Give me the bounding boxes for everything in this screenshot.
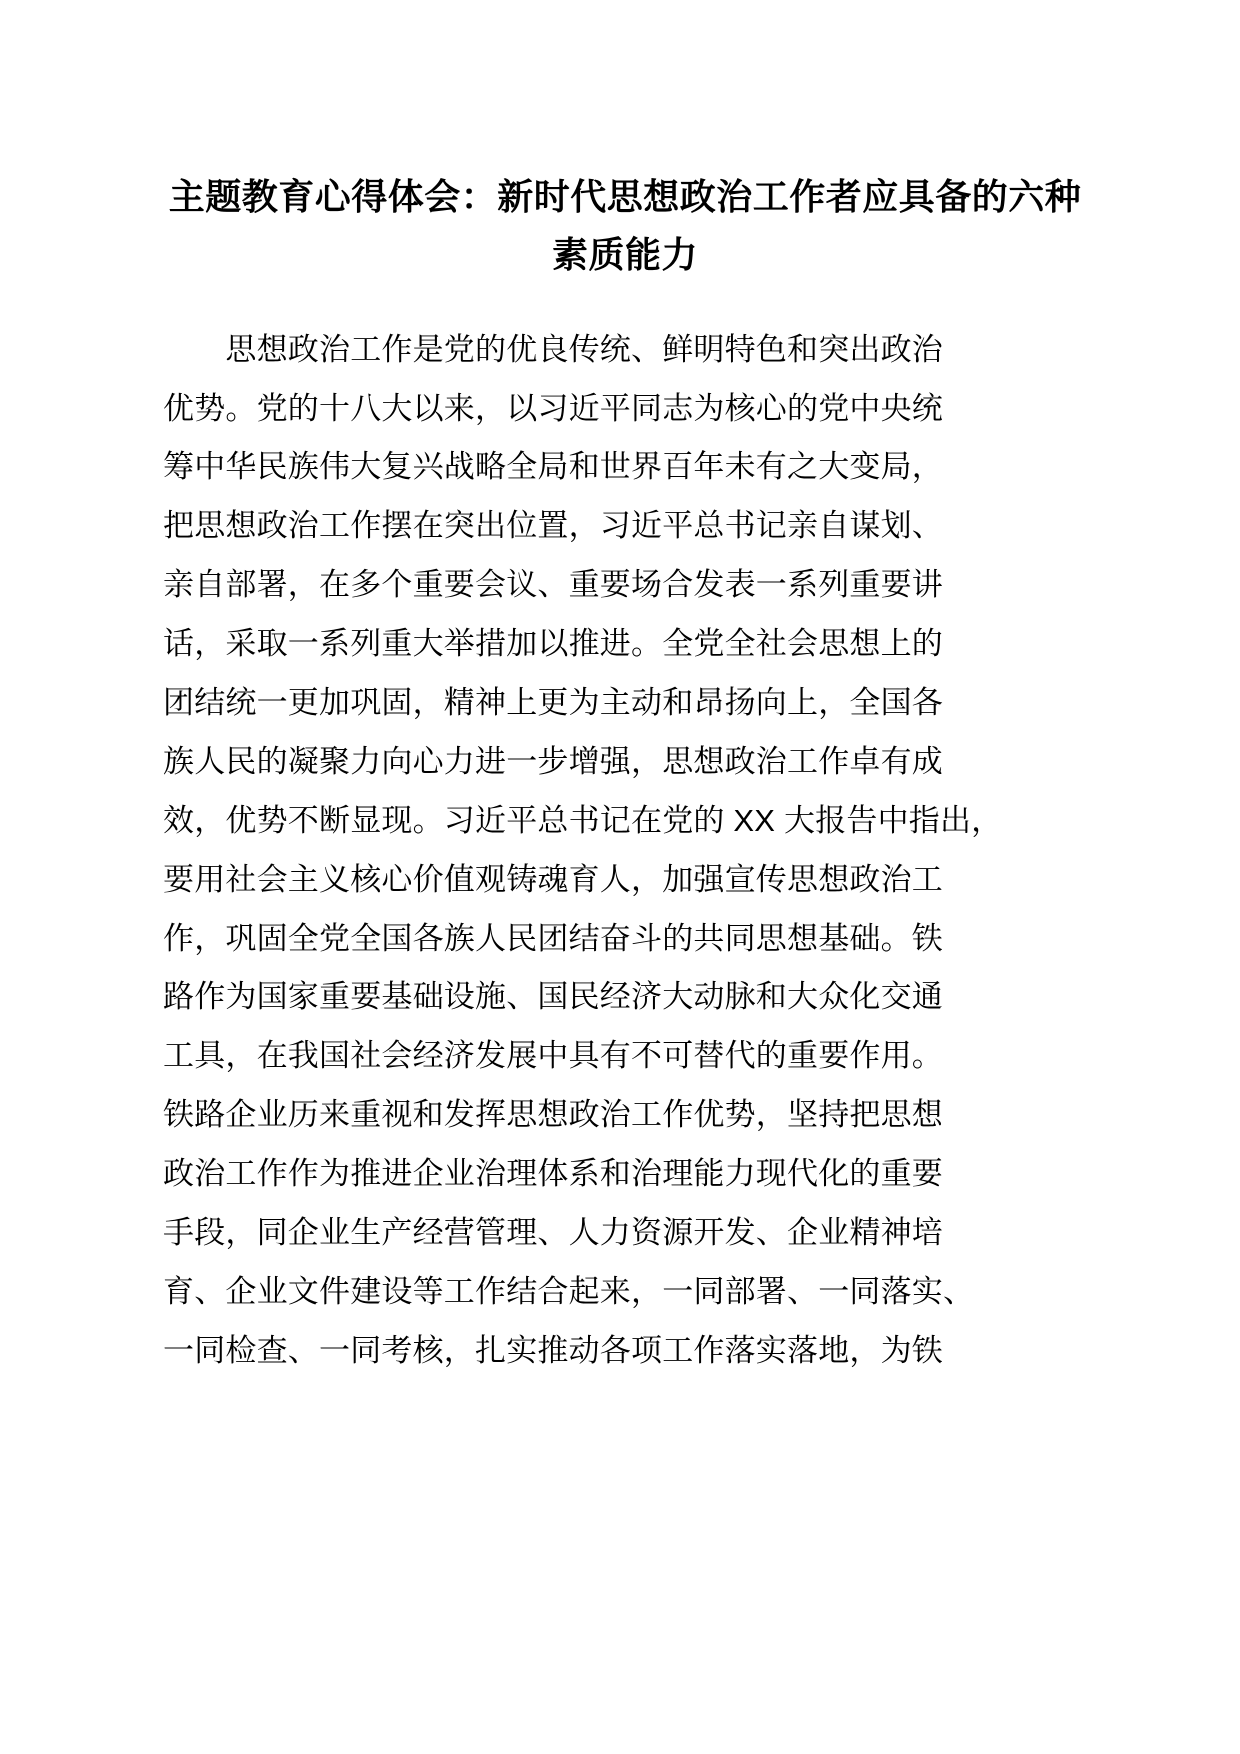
paragraph-line: 族人民的凝聚力向心力进一步增强，思想政治工作卓有成 [163, 743, 943, 779]
paragraph-line: 路作为国家重要基础设施、国民经济大动脉和大众化交通 [163, 979, 943, 1015]
paragraph-line: 亲自部署，在多个重要会议、重要场合发表一系列重要讲 [163, 567, 943, 603]
paragraph-line: 思想政治工作是党的优良传统、鲜明特色和突出政治 [163, 331, 943, 367]
paragraph-line: 作，巩固全党全国各族人民团结奋斗的共同思想基础。铁 [163, 920, 943, 956]
paragraph-line: 铁路企业历来重视和发挥思想政治工作优势，坚持把思想 [163, 1097, 943, 1133]
paragraph-line: 一同检查、一同考核，扎实推动各项工作落实落地，为铁 [163, 1332, 943, 1368]
paragraph-line: 筹中华民族伟大复兴战略全局和世界百年未有之大变局， [163, 449, 943, 485]
body-paragraph [163, 285, 1087, 1381]
paragraph-line: 把思想政治工作摆在突出位置，习近平总书记亲自谋划、 [163, 508, 943, 544]
paragraph-line: 效，优势不断显现。习近平总书记在党的 XX 大报告中指出， [163, 802, 1003, 838]
document-content-column [163, 0, 1087, 1381]
paragraph-line: 手段，同企业生产经营管理、人力资源开发、企业精神培 [163, 1214, 943, 1250]
paragraph-line: 育、企业文件建设等工作结合起来，一同部署、一同落实、 [163, 1273, 975, 1309]
title-line-2: 素质能力 [551, 234, 698, 276]
paragraph-line: 要用社会主义核心价值观铸魂育人，加强宣传思想政治工 [163, 861, 943, 897]
paragraph-line: 团结统一更加巩固，精神上更为主动和昂扬向上，全国各 [163, 684, 943, 720]
title-line-1: 主题教育心得体会：新时代思想政治工作者应具备的六种 [168, 176, 1082, 217]
page-title [163, 0, 1087, 285]
paragraph-line: 政治工作作为推进企业治理体系和治理能力现代化的重要 [163, 1156, 943, 1192]
paragraph-line: 优势。党的十八大以来，以习近平同志为核心的党中央统 [163, 390, 943, 426]
paragraph-line: 话，采取一系列重大举措加以推进。全党全社会思想上的 [163, 626, 943, 662]
paragraph-line: 工具，在我国社会经济发展中具有不可替代的重要作用。 [163, 1038, 943, 1074]
